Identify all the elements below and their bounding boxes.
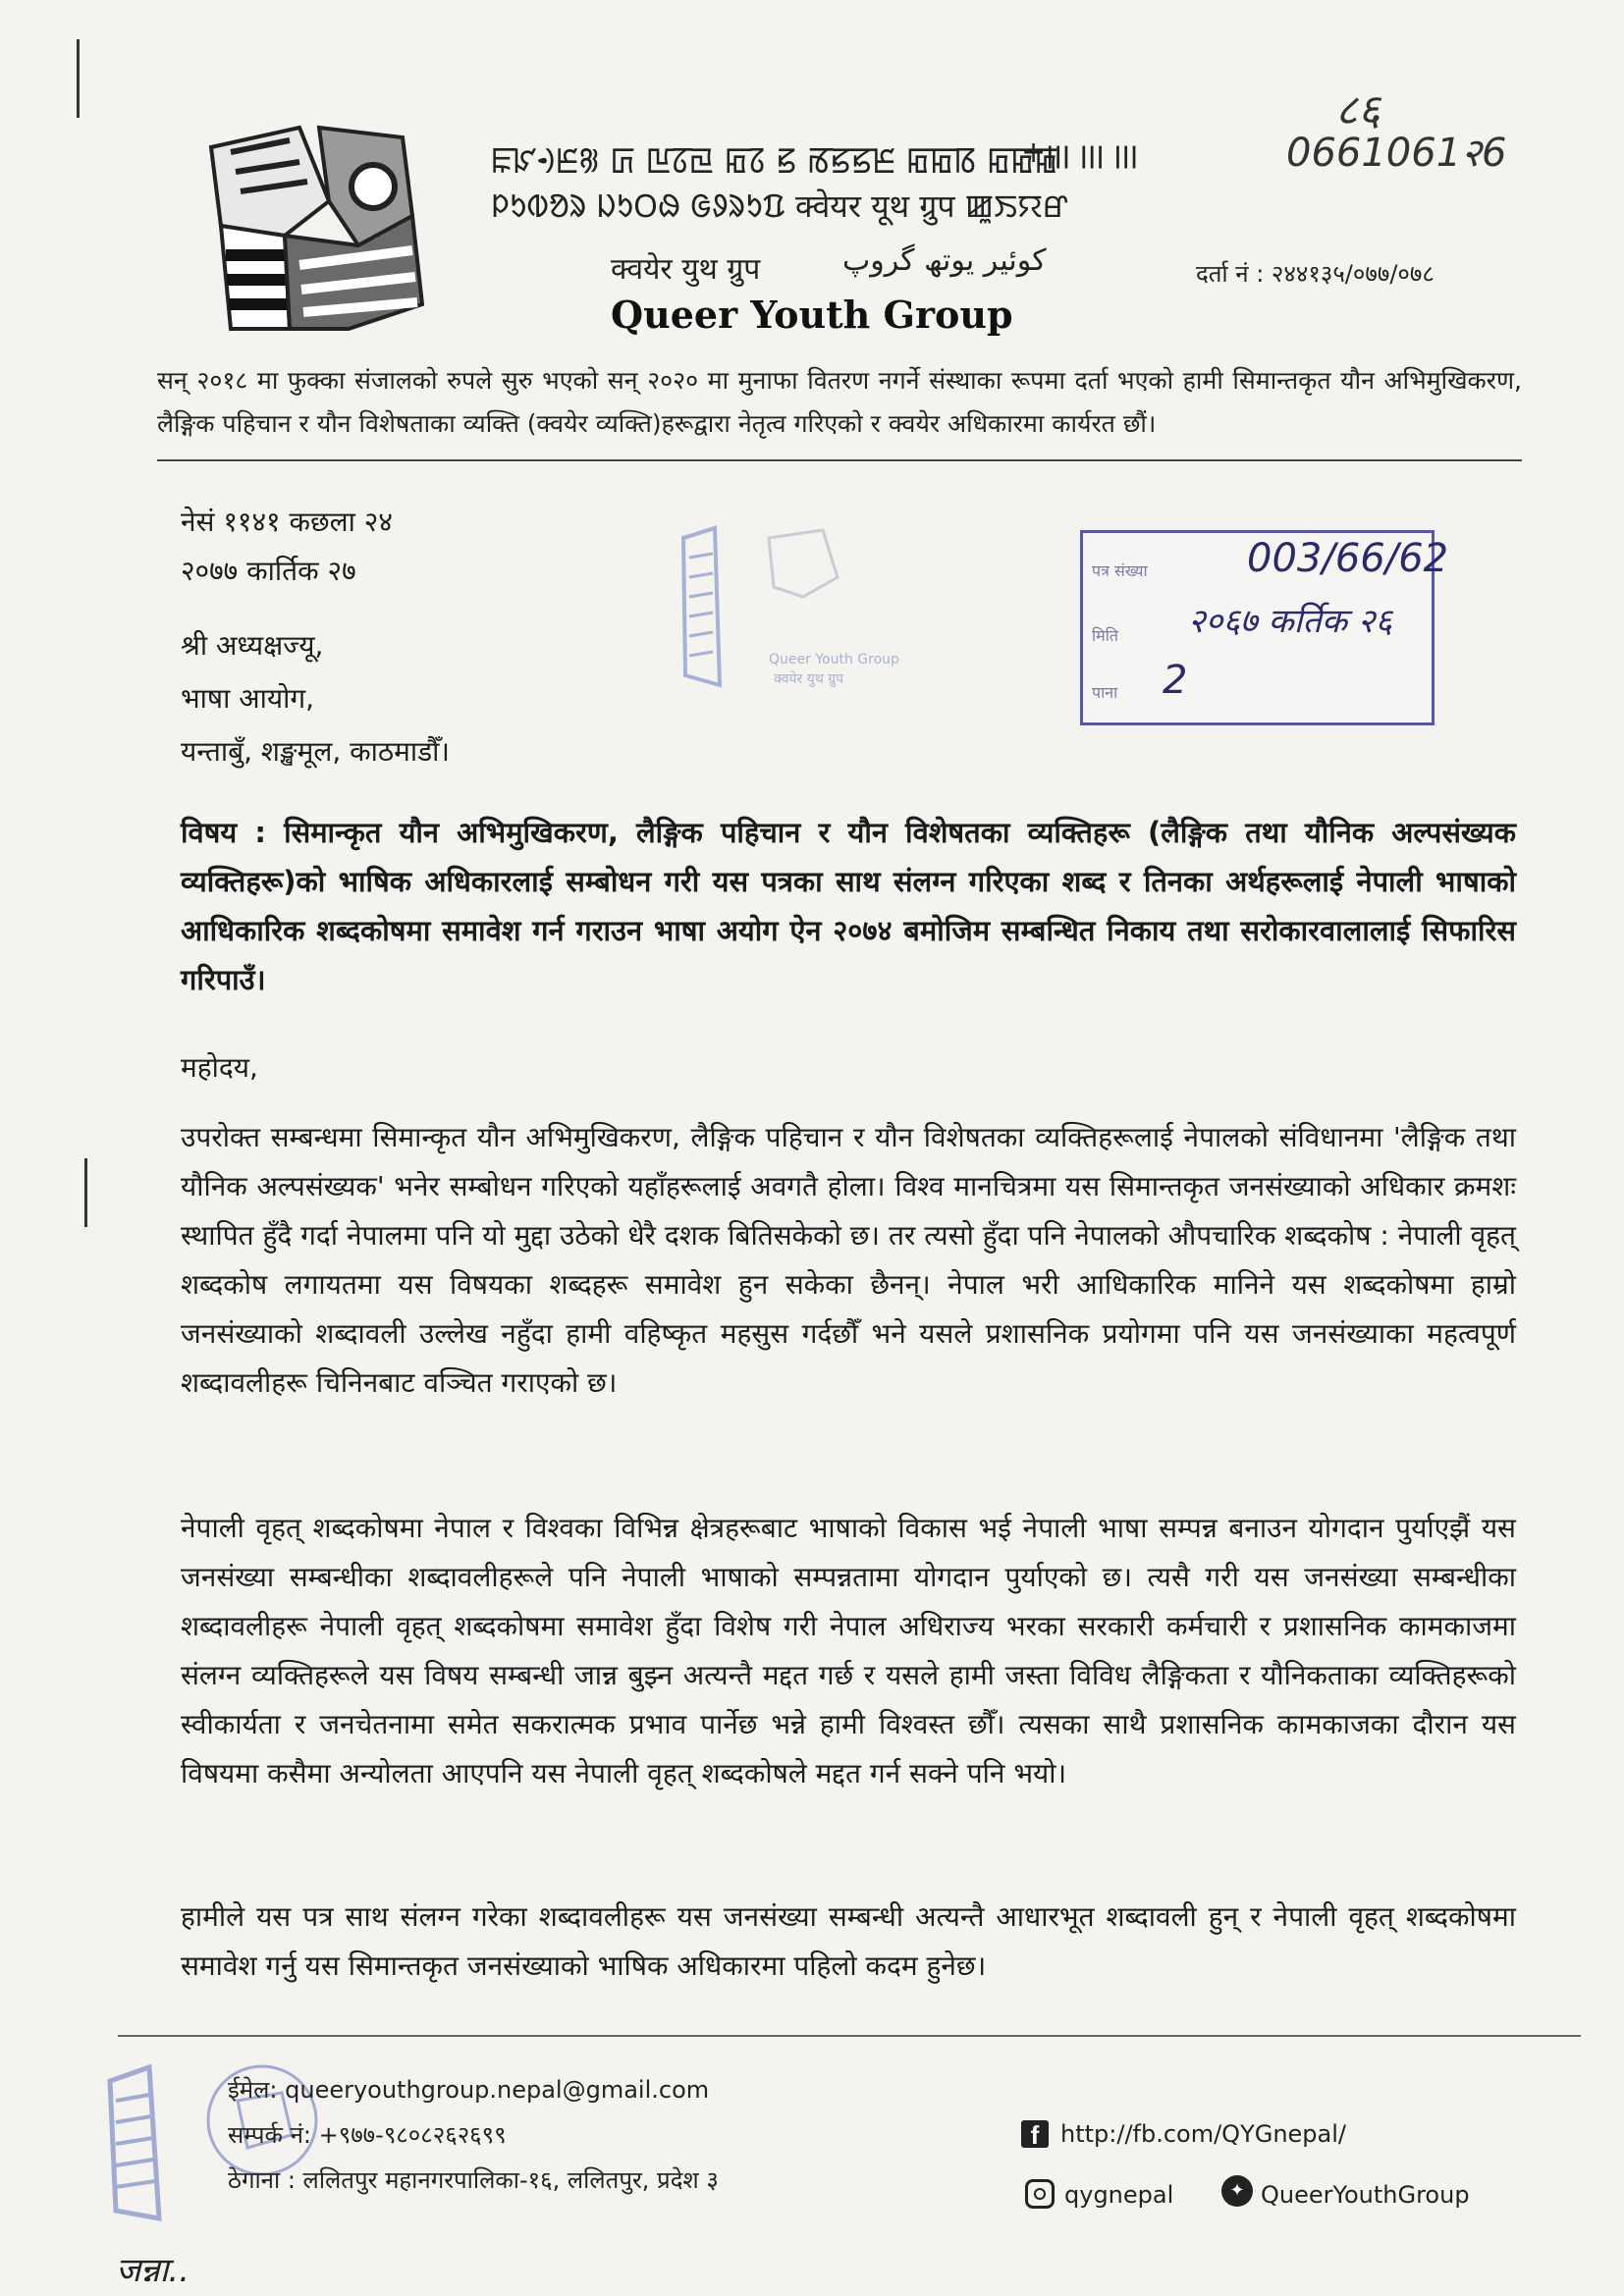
- date-nepal-sambat: नेसं ११४१ कछला २४: [181, 506, 393, 538]
- stamp-label-number: पत्र संख्या: [1092, 561, 1148, 580]
- body-paragraph-2: नेपाली वृहत् शब्दकोषमा नेपाल र विश्वका विभिन्न क्षेत्रहरूबाट भाषाको विकास भई नेपाली भाषा सम्पन्न बनाउन योगदान पुर्याएझैं यस जनसंख्या सम्बन्धीका शब्दावलीहरूले पनि नेपाली भाषाको सम्पन्नतामा योगदान पुर्याएको छ। त्यसै गरी यस जनसंख्या सम्बन्धीका शब्दावलीहरू नेपाली वृहत् शब्दकोषमा समावेश हुँदा विशेष गरी नेपाल अधिराज्य भरका सरकारी कर्मचारी र प्रशासनिक कामकाजमा संलग्न व्यक्तिहरूले यस विषय सम्बन्धी जान्न बुझ्न अत्यन्तै मद्दत गर्छ र यसले हामी जस्ता विविध लैङ्गिकता र यौनिकताका व्यक्तिहरूको स्वीकार्यता र जनचेतनामा समेत सकरात्मक प्रभाव पार्नेछ भन्ने हामी विश्वस्त छौँ। त्यसका साथै प्रशासनिक कामकाजका दौरान यस विषयमा कसैमा अन्योलता आएपनि यस नेपाली वृहत् शब्दकोषले मद्दत गर्न सक्ने पनि भयो।: [181, 1512, 1516, 1789]
- facebook-icon: f: [1021, 2120, 1049, 2148]
- org-name-script-1-tail: +ꞁꞁꞁ ꞁꞁꞁ ꞁꞁꞁ: [1021, 135, 1139, 170]
- stamp-value-pages: 2: [1163, 658, 1188, 703]
- twitter-icon: ✦: [1221, 2175, 1253, 2207]
- org-intro: सन् २०१८ मा फुक्का संजालको रुपले सुरु भएको सन् २०२० मा मुनाफा वितरण नगर्ने संस्थाका रूपमा दर्ता भएको हामी सिमान्तकृत यौन अभिमुखिकरण, लैङ्गिक पहिचान र यौन विशेषताका व्यक्ति (क्वयेर व्यक्ति)हरूद्वारा नेतृत्व गरिएको र क्वयेर अधिकारमा कार्यरत छौं।: [157, 366, 1522, 438]
- instagram-icon: [1025, 2179, 1055, 2209]
- stamp-value-number: 003/66/62: [1247, 536, 1449, 581]
- org-name-english: Queer Youth Group: [611, 293, 1013, 337]
- body-paragraph-3: हामीले यस पत्र साथ संलग्न गरेका शब्दावलीहरू यस जनसंख्या सम्बन्धी अत्यन्तै आधारभूत शब्दावली हुन् र नेपाली वृहत् शब्दकोषमा समावेश गर्नु यस सिमान्तकृत जनसंख्याको भाषिक अधिकारमा पहिलो कदम हुनेछ।: [181, 1900, 1516, 1982]
- recipient-line-2: भाषा आयोग,: [181, 682, 315, 715]
- handwritten-number-1: ८६: [1335, 85, 1380, 135]
- registration-number: दर्ता नं : २४४१३५/०७७/०७८: [1196, 260, 1435, 288]
- seal-text-en: Queer Youth Group: [769, 652, 899, 667]
- recipient-line-1: श्री अध्यक्षज्यू,: [181, 629, 324, 662]
- org-name-urdu: کوئیر یوتھ گروپ: [842, 243, 1047, 278]
- margin-mark: [77, 39, 80, 118]
- footer-twitter: QueerYouthGroup: [1261, 2181, 1470, 2209]
- stamp-value-date: २०६७ कर्तिक २६: [1188, 602, 1393, 641]
- footer-facebook: http://fb.com/QYGnepal/: [1060, 2120, 1346, 2148]
- footer-address: ठेगाना : ललितपुर महानगरपालिका-१६, ललितपुर, प्रदेश ३: [228, 2166, 719, 2194]
- margin-mark: [84, 1158, 87, 1227]
- seal-text-ne: क्वयेर युथ ग्रुप: [774, 671, 844, 687]
- org-name-devanagari: क्वयेर युथ ग्रुप: [611, 252, 761, 287]
- org-name-script-1: ꡀꡜꡳꡈ꡵ ꡚ ꡖꡞꡙ ꡂꡞ ꡝ ꡏꡝꡝꡈ ꡂꡂꡋ ꡂꡂꡂ: [491, 140, 1059, 180]
- footer-instagram: qygnepal: [1064, 2181, 1174, 2209]
- header-divider: [157, 459, 1522, 461]
- footer-email: ईमेल: queeryouthgroup.nepal@gmail.com: [228, 2076, 710, 2104]
- org-name-script-2: ᱞᱩᱵᱚᱨ ᱡᱩᱛᱷ ᱜᱽᱨᱩᱯ क्वेयर यूथ ग्रुप ꯀꯨꯏꯌꯔ: [491, 187, 1069, 225]
- salutation: महोदय,: [181, 1051, 258, 1084]
- logo-icon: [191, 108, 437, 344]
- recipient-line-3: यन्ताबुँ, शङ्खमूल, काठमाडौँ।: [181, 735, 451, 768]
- letter-subject: विषय : सिमान्कृत यौन अभिमुखिकरण, लैङ्गिक पहिचान र यौन विशेषतका व्यक्तिहरू (लैङ्गिक तथा यौनिक अल्पसंख्यक व्यक्तिहरू)को भाषिक अधिकारलाई सम्बोधन गरी यस पत्रका साथ संलग्न गरिएका शब्द र तिनका अर्थहरूलाई नेपाली भाषाको आधिकारिक शब्दकोषमा समावेश गर्न गराउन भाषा अयोग ऐन २०७४ बमोजिम सम्बन्धित निकाय तथा सरोकारवालालाई सिफारिस गरिपाउँ।: [181, 816, 1516, 996]
- date-bs: २०७७ कार्तिक २७: [181, 555, 356, 587]
- handwritten-signature: जन्ना..: [116, 2251, 190, 2290]
- stamp-label-date: मिति: [1092, 626, 1118, 645]
- footer-phone: सम्पर्क नं: +९७७-९८०८२६२६९९: [228, 2121, 507, 2149]
- stamp-label-pages: पाना: [1092, 683, 1118, 702]
- body-paragraph-1: उपरोक्त सम्बन्धमा सिमान्कृत यौन अभिमुखिकरण, लैङ्गिक पहिचान र यौन विशेषतका व्यक्तिहरूलाई नेपालको संविधानमा 'लैङ्गिक तथा यौनिक अल्पसंख्यक' भनेर सम्बोधन गरिएको यहाँहरूलाई अवगतै होला। विश्व मानचित्रमा यस सिमान्तकृत जनसंख्याको अधिकार क्रमशः स्थापित हुँदै गर्दा नेपालमा पनि यो मुद्दा उठेको धेरै दशक बितिसकेको छ। तर त्यसो हुँदा पनि नेपालको औपचारिक शब्दकोष : नेपाली वृहत् शब्दकोष लगायतमा यस विषयका शब्दहरू समावेश हुन सकेका छैनन्। नेपाल भरी आधिकारिक मानिने यस शब्दकोषमा हाम्रो जनसंख्याको शब्दावली उल्लेख नहुँदा हामी वहिष्कृत महसुस गर्दछौँ भने यसले प्रशासनिक प्रयोगमा पनि यस जनसंख्याका महत्वपूर्ण शब्दावलीहरू चिनिनबाट वञ्चित गराएको छ।: [181, 1121, 1516, 1399]
- footer-divider: [118, 2035, 1581, 2037]
- organization-seal-icon: [676, 518, 931, 705]
- handwritten-number-2: 0661061२6: [1286, 131, 1507, 176]
